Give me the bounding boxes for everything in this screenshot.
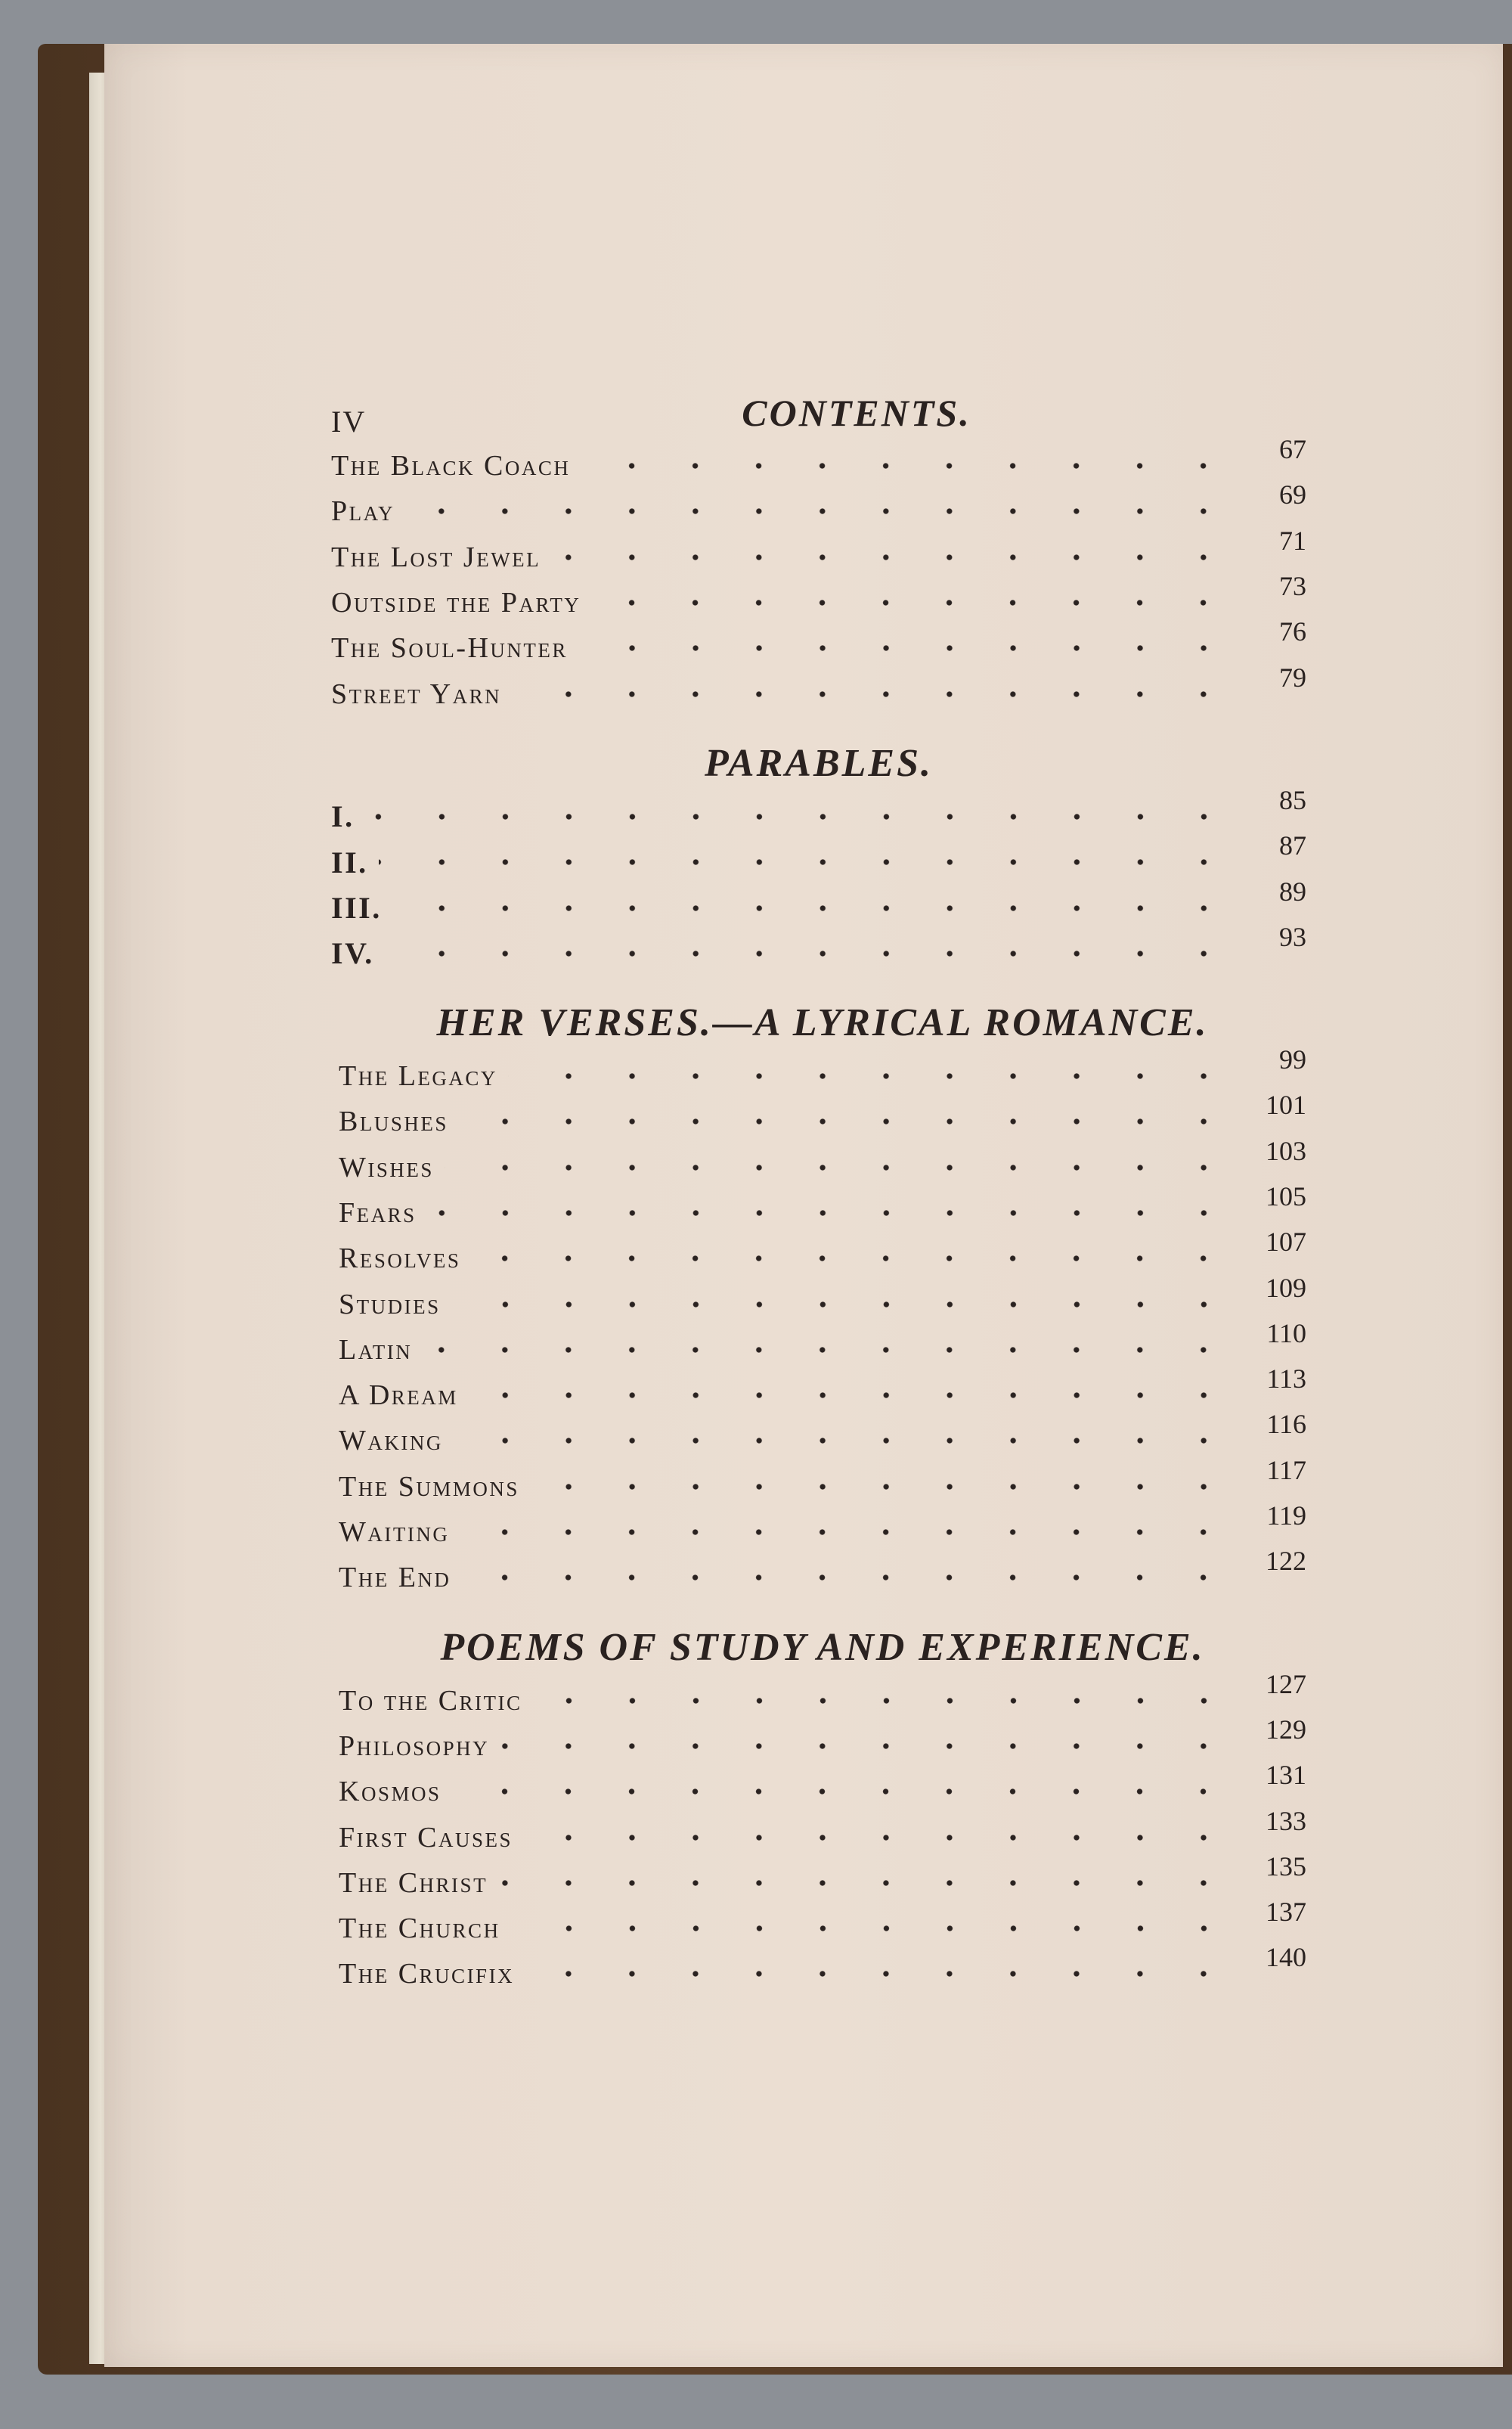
toc-entry [339, 1668, 1306, 1723]
contents-block [331, 383, 1306, 1997]
entry-page-number: 76 [1279, 616, 1306, 647]
dot-leader [379, 858, 1235, 866]
entry-page-number: 116 [1266, 1409, 1306, 1440]
entry-page-number: 110 [1266, 1317, 1306, 1348]
entry-title: The Crucifix [339, 1958, 515, 1990]
section-heading: PARABLES. [704, 741, 933, 785]
entry-title: The Soul-Hunter [331, 632, 568, 665]
entry-page-number: 87 [1279, 830, 1306, 861]
entry-page-number: 103 [1266, 1135, 1306, 1166]
dot-leader [530, 1483, 1235, 1491]
entry-title: The Legacy [339, 1060, 497, 1093]
toc-entry [339, 1942, 1306, 1996]
toc-entry [331, 876, 1306, 930]
entry-title: The Summons [339, 1470, 519, 1503]
dot-leader [423, 1346, 1235, 1354]
entry-title: The Black Coach [331, 450, 571, 482]
toc-entries [331, 784, 1306, 976]
section-heading: HER VERSES.—A LYRICAL ROMANCE. [436, 1000, 1209, 1044]
toc-entries [331, 434, 1306, 717]
dot-leader [405, 507, 1235, 515]
toc-entry [331, 525, 1306, 580]
running-header: CONTENTS. [742, 392, 971, 434]
section-her-verses [339, 976, 1306, 1601]
dot-leader [469, 1391, 1235, 1399]
entry-title: Waking [339, 1425, 443, 1457]
dot-leader [460, 1528, 1235, 1536]
entry-page-number: 131 [1266, 1760, 1306, 1791]
dot-leader [451, 1788, 1235, 1795]
entry-title: Kosmos [339, 1776, 442, 1808]
entry-title: III. [331, 891, 382, 926]
dot-leader [445, 1164, 1235, 1171]
dot-leader [508, 1072, 1235, 1080]
entry-title: II. [331, 845, 368, 879]
toc-entries [339, 1668, 1306, 1997]
toc-entry [339, 1317, 1306, 1373]
entry-page-number: 137 [1266, 1897, 1306, 1928]
dot-leader [525, 1970, 1235, 1978]
entry-title: The Christ [339, 1866, 488, 1899]
entry-title: Outside the Party [331, 587, 581, 619]
toc-entry [339, 1409, 1306, 1463]
toc-entry [339, 1454, 1306, 1509]
toc-entry [331, 571, 1306, 625]
toc-entry [339, 1272, 1306, 1326]
entry-page-number: 71 [1279, 525, 1306, 556]
dot-leader [385, 950, 1235, 957]
entry-page-number: 67 [1279, 434, 1306, 465]
toc-entry [331, 662, 1306, 716]
entry-page-number: 107 [1266, 1227, 1306, 1258]
dot-leader [578, 644, 1235, 652]
section-poems-of-study [339, 1601, 1306, 1997]
dot-leader [365, 813, 1235, 821]
dot-leader [511, 1925, 1235, 1932]
entry-title: Blushes [339, 1106, 448, 1138]
dot-leader [471, 1255, 1235, 1262]
dot-leader [500, 1742, 1235, 1750]
section-untitled [331, 434, 1306, 717]
dot-leader [533, 1697, 1235, 1705]
entry-page-number: 127 [1266, 1668, 1306, 1699]
toc-entry [331, 434, 1306, 489]
entry-title: Waiting [339, 1516, 450, 1549]
toc-entry [339, 1760, 1306, 1814]
entry-page-number: 73 [1279, 571, 1306, 602]
dot-leader [498, 1879, 1235, 1887]
entry-page-number: 109 [1266, 1272, 1306, 1303]
entry-title: To the Critic [339, 1684, 522, 1717]
dot-leader [392, 904, 1235, 912]
entry-page-number: 129 [1266, 1714, 1306, 1745]
toc-entry [339, 1044, 1306, 1099]
toc-entry [331, 784, 1306, 839]
entry-title: Studies [339, 1288, 441, 1320]
entry-title: First Causes [339, 1821, 513, 1854]
entry-title: Fears [339, 1197, 417, 1229]
entry-page-number: 117 [1266, 1454, 1306, 1485]
toc-entry [339, 1546, 1306, 1600]
toc-entry [331, 830, 1306, 885]
entry-page-number: 101 [1266, 1090, 1306, 1121]
toc-entry [339, 1714, 1306, 1769]
toc-entry [331, 921, 1306, 976]
dot-leader [512, 690, 1235, 698]
entry-page-number: 133 [1266, 1805, 1306, 1836]
entry-page-number: 135 [1266, 1850, 1306, 1881]
entry-page-number: 89 [1279, 876, 1306, 907]
entry-page-number: 140 [1266, 1942, 1306, 1973]
toc-entry [339, 1850, 1306, 1906]
toc-entry [339, 1227, 1306, 1281]
entry-title: Resolves [339, 1242, 461, 1275]
entry-title: Philosophy [339, 1729, 490, 1762]
entry-title: Play [331, 495, 395, 528]
entry-page-number: 93 [1279, 921, 1306, 952]
entry-title: A Dream [339, 1379, 458, 1412]
entry-page-number: 113 [1266, 1363, 1306, 1394]
entry-title: Latin [339, 1333, 413, 1366]
entry-title: The Lost Jewel [331, 541, 541, 573]
section-parables [331, 717, 1306, 976]
toc-entry [339, 1090, 1306, 1144]
entry-page-number: 99 [1279, 1044, 1306, 1075]
toc-entries [339, 1044, 1306, 1601]
dot-leader [451, 1301, 1235, 1308]
entry-title: Wishes [339, 1151, 434, 1183]
toc-entry [339, 1135, 1306, 1190]
entry-title: The Church [339, 1912, 500, 1945]
dot-leader [427, 1209, 1235, 1217]
dot-leader [581, 462, 1235, 470]
toc-entry [339, 1897, 1306, 1951]
entry-page-number: 85 [1279, 784, 1306, 815]
entry-title: I. [331, 799, 355, 834]
entry-page-number: 122 [1266, 1546, 1306, 1577]
dot-leader [459, 1118, 1235, 1125]
toc-entry [331, 479, 1306, 534]
entry-title: IV. [331, 936, 374, 971]
dot-leader [591, 599, 1235, 606]
entry-title: Street Yarn [331, 678, 502, 710]
entry-page-number: 79 [1279, 662, 1306, 693]
page-folio: IV [331, 405, 367, 439]
entry-page-number: 105 [1266, 1181, 1306, 1211]
toc-entry [339, 1805, 1306, 1860]
toc-entry [339, 1500, 1306, 1555]
dot-leader [454, 1437, 1235, 1444]
entry-page-number: 119 [1266, 1500, 1306, 1531]
entry-page-number: 69 [1279, 479, 1306, 510]
section-heading: POEMS OF STUDY AND EXPERIENCE. [440, 1625, 1205, 1669]
toc-entry [331, 616, 1306, 671]
entry-title: The End [339, 1562, 451, 1594]
toc-entry [339, 1363, 1306, 1418]
dot-leader [523, 1834, 1235, 1841]
dot-leader [551, 554, 1235, 561]
toc-entry [339, 1181, 1306, 1236]
dot-leader [461, 1574, 1235, 1581]
